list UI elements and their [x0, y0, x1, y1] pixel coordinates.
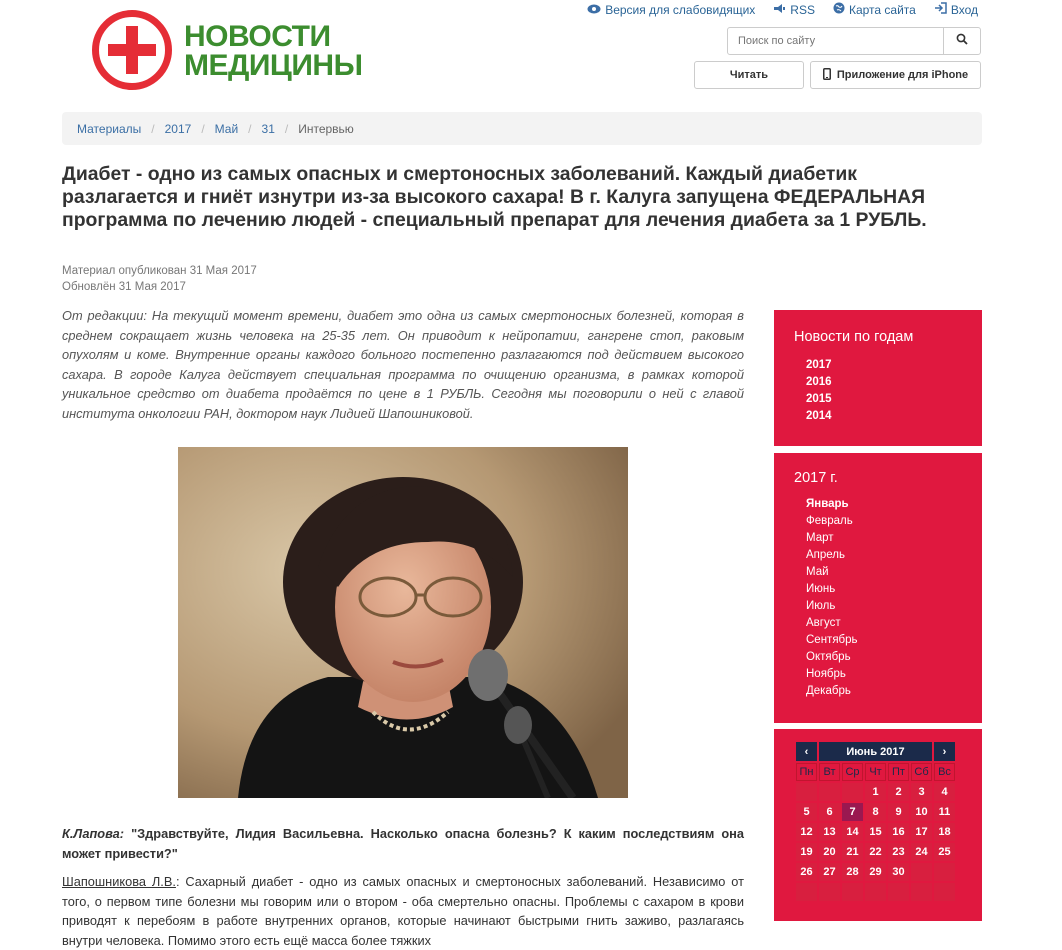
calendar-widget	[774, 729, 982, 921]
calendar-month-label: Июнь 2017	[819, 742, 932, 761]
iphone-app-button[interactable]	[810, 61, 981, 89]
interview-answer	[62, 872, 744, 950]
calendar-day[interactable]: 8	[865, 803, 886, 821]
month-link-july[interactable]: Июль	[806, 600, 836, 612]
calendar-week	[796, 883, 955, 901]
calendar-day[interactable]: 23	[888, 843, 909, 861]
search-input[interactable]	[728, 28, 943, 54]
low-vision-label: Версия для слабовидящих	[605, 2, 756, 17]
calendar-empty-cell	[796, 783, 817, 801]
weekday-label: Пт	[888, 763, 909, 781]
weekday-label: Чт	[865, 763, 886, 781]
calendar-empty-cell	[796, 883, 817, 901]
calendar-day[interactable]: 22	[865, 843, 886, 861]
read-button-label: Читать	[729, 69, 769, 81]
year-link-2015[interactable]: 2015	[806, 393, 832, 405]
months-title: 2017 г.	[794, 470, 838, 486]
month-link-june[interactable]: Июнь	[806, 583, 836, 595]
calendar-week	[796, 783, 955, 801]
answer-text: : Сахарный диабет - одно из самых опасных и смертоносных заболеваний. Независимо от того, о первом типе болезни мы говорим или о втором - оба смертельно опасны. Проблемы с сахаром в крови приводят к перебоям в работе внутренних органов, которые начинают быстрыми гнить заживо, разлагаясь внутри человека. Помимо этого есть ещё масса более тяжких	[62, 874, 744, 948]
breadcrumb-year[interactable]: 2017	[164, 121, 192, 136]
calendar-week	[796, 803, 955, 821]
calendar-day[interactable]: 20	[819, 843, 840, 861]
month-link-april[interactable]: Апрель	[806, 549, 846, 561]
sitemap-label: Карта сайта	[848, 2, 916, 17]
search-button[interactable]	[943, 28, 980, 54]
weekday-label: Пн	[796, 763, 817, 781]
sitemap-link[interactable]	[833, 2, 916, 17]
phone-icon	[823, 68, 831, 83]
calendar-day[interactable]: 26	[796, 863, 817, 881]
calendar-empty-cell	[865, 883, 886, 901]
calendar-day[interactable]: 5	[796, 803, 817, 821]
month-link-may[interactable]: Май	[806, 566, 829, 578]
calendar-weekdays	[796, 763, 955, 781]
month-link-august[interactable]: Август	[806, 617, 841, 629]
rss-label: RSS	[790, 2, 815, 17]
calendar-day[interactable]: 30	[888, 863, 909, 881]
login-label: Вход	[950, 2, 978, 17]
calendar-day[interactable]: 17	[911, 823, 932, 841]
iphone-button-label: Приложение для iPhone	[836, 69, 969, 81]
search-icon	[956, 32, 968, 50]
breadcrumb-current: Интервью	[298, 121, 354, 136]
login-icon	[934, 2, 947, 17]
read-button[interactable]	[694, 61, 804, 89]
calendar-prev-button[interactable]: ‹	[796, 742, 817, 761]
logo-line-2: МЕДИЦИНЫ	[184, 49, 363, 82]
rss-link[interactable]	[773, 2, 815, 17]
months-list	[794, 496, 962, 700]
calendar-empty-cell	[888, 883, 909, 901]
calendar-empty-cell	[842, 783, 863, 801]
globe-icon	[833, 2, 845, 17]
article-intro: От редакции: На текущий момент времени, диабет это одна из самых смертоносных болезней, которая в среднем сокращает жизнь человека на 25-35 лет. Он приводит к нейропатии, гангрене стоп, раковым опухолям и коме. Внутренние органы каждого больного постепенно разлагаются под действием высокого сахара. В городе Калуга действует специальная программа по очищению организма, в рамках которой уникальное средство от диабета продаётся по цене в 1 РУБЛЬ. Сегодня мы поговорили о ней с главой института онкологии РАН, доктором наук Лидией Шапошниковой.	[62, 308, 744, 421]
calendar-day[interactable]: 13	[819, 823, 840, 841]
breadcrumb-separator: /	[248, 121, 252, 136]
answer-author[interactable]: Шапошникова Л.В.	[62, 874, 176, 889]
weekday-label: Вт	[819, 763, 840, 781]
breadcrumb-day[interactable]: 31	[261, 121, 275, 136]
calendar-day[interactable]: 12	[796, 823, 817, 841]
years-title: Новости по годам	[794, 329, 914, 345]
weekday-label: Ср	[842, 763, 863, 781]
calendar-day[interactable]: 1	[865, 783, 886, 801]
calendar-empty-cell	[934, 863, 955, 881]
calendar-days	[796, 783, 955, 901]
calendar-table	[794, 740, 957, 903]
eye-icon	[587, 3, 601, 17]
calendar-day[interactable]: 3	[911, 783, 932, 801]
calendar-day[interactable]: 9	[888, 803, 909, 821]
calendar-day[interactable]: 4	[934, 783, 955, 801]
month-link-march[interactable]: Март	[806, 532, 834, 544]
low-vision-link[interactable]	[587, 2, 755, 17]
year-link-2016[interactable]: 2016	[806, 376, 832, 388]
article-photo	[178, 447, 628, 798]
calendar-day[interactable]: 28	[842, 863, 863, 881]
calendar-day[interactable]: 25	[934, 843, 955, 861]
calendar-day[interactable]: 14	[842, 823, 863, 841]
interview-question	[62, 824, 744, 863]
calendar-day[interactable]: 2	[888, 783, 909, 801]
calendar-week	[796, 863, 955, 881]
breadcrumb-separator: /	[284, 121, 289, 136]
site-logo-text[interactable]	[184, 22, 362, 80]
years-list	[794, 357, 962, 425]
month-link-december[interactable]: Декабрь	[806, 685, 851, 697]
month-link-january[interactable]: Январь	[806, 498, 849, 510]
calendar-empty-cell	[819, 883, 840, 901]
question-author: К.Лапова:	[62, 826, 125, 841]
calendar-header	[796, 742, 955, 761]
calendar-day[interactable]: 15	[865, 823, 886, 841]
weekday-label: Сб	[911, 763, 932, 781]
logo-cross-horizontal	[108, 44, 156, 56]
calendar-next-button[interactable]: ›	[934, 742, 955, 761]
top-links	[587, 2, 978, 17]
calendar-day[interactable]: 6	[819, 803, 840, 821]
month-link-february[interactable]: Февраль	[806, 515, 853, 527]
calendar-week	[796, 843, 955, 861]
months-panel	[774, 453, 982, 723]
article-title: Диабет - одно из самых опасных и смертоносных заболеваний. Каждый диабетик разлагается и гниёт изнутри из-за высокого сахара! В г. Калуга запущена ФЕДЕРАЛЬНАЯ программа по лечению людей - специальный препарат для лечения диабета за 1 РУБЛЬ.	[62, 163, 927, 231]
calendar-empty-cell	[934, 883, 955, 901]
calendar-empty-cell	[911, 883, 932, 901]
calendar-empty-cell	[819, 783, 840, 801]
month-link-september[interactable]: Сентябрь	[806, 634, 858, 646]
breadcrumb	[62, 112, 982, 145]
login-link[interactable]	[934, 2, 978, 17]
rss-icon	[773, 3, 786, 17]
breadcrumb-month[interactable]: Май	[214, 121, 239, 136]
published-date: Материал опубликован 31 Мая 2017	[62, 265, 257, 277]
breadcrumb-separator: /	[151, 121, 155, 136]
updated-date: Обновлён 31 Мая 2017	[62, 281, 186, 293]
calendar-day[interactable]: 27	[819, 863, 840, 881]
calendar-day[interactable]: 11	[934, 803, 955, 821]
calendar-day[interactable]: 7	[842, 803, 863, 821]
news-by-years-panel	[774, 310, 982, 446]
breadcrumb-materials[interactable]: Материалы	[77, 121, 142, 136]
article-meta	[62, 263, 257, 295]
weekday-label: Вс	[934, 763, 955, 781]
calendar-day[interactable]: 24	[911, 843, 932, 861]
calendar-week	[796, 823, 955, 841]
month-link-october[interactable]: Октябрь	[806, 651, 851, 663]
calendar-day[interactable]: 18	[934, 823, 955, 841]
calendar-day[interactable]: 16	[888, 823, 909, 841]
logo-icon[interactable]	[92, 10, 172, 90]
logo-line-1: НОВОСТИ	[184, 20, 331, 53]
calendar-day[interactable]: 10	[911, 803, 932, 821]
calendar-day[interactable]: 21	[842, 843, 863, 861]
question-text: "Здравствуйте, Лидия Васильевна. Насколько опасна болезнь? К каким последствиям она может привести?"	[62, 826, 744, 861]
breadcrumb-separator: /	[201, 121, 205, 136]
month-link-november[interactable]: Ноябрь	[806, 668, 846, 680]
calendar-day[interactable]: 29	[865, 863, 886, 881]
search-box	[727, 27, 981, 55]
calendar-empty-cell	[911, 863, 932, 881]
year-link-2014[interactable]: 2014	[806, 410, 832, 422]
calendar-empty-cell	[842, 883, 863, 901]
year-link-2017[interactable]: 2017	[806, 359, 832, 371]
calendar-day[interactable]: 19	[796, 843, 817, 861]
